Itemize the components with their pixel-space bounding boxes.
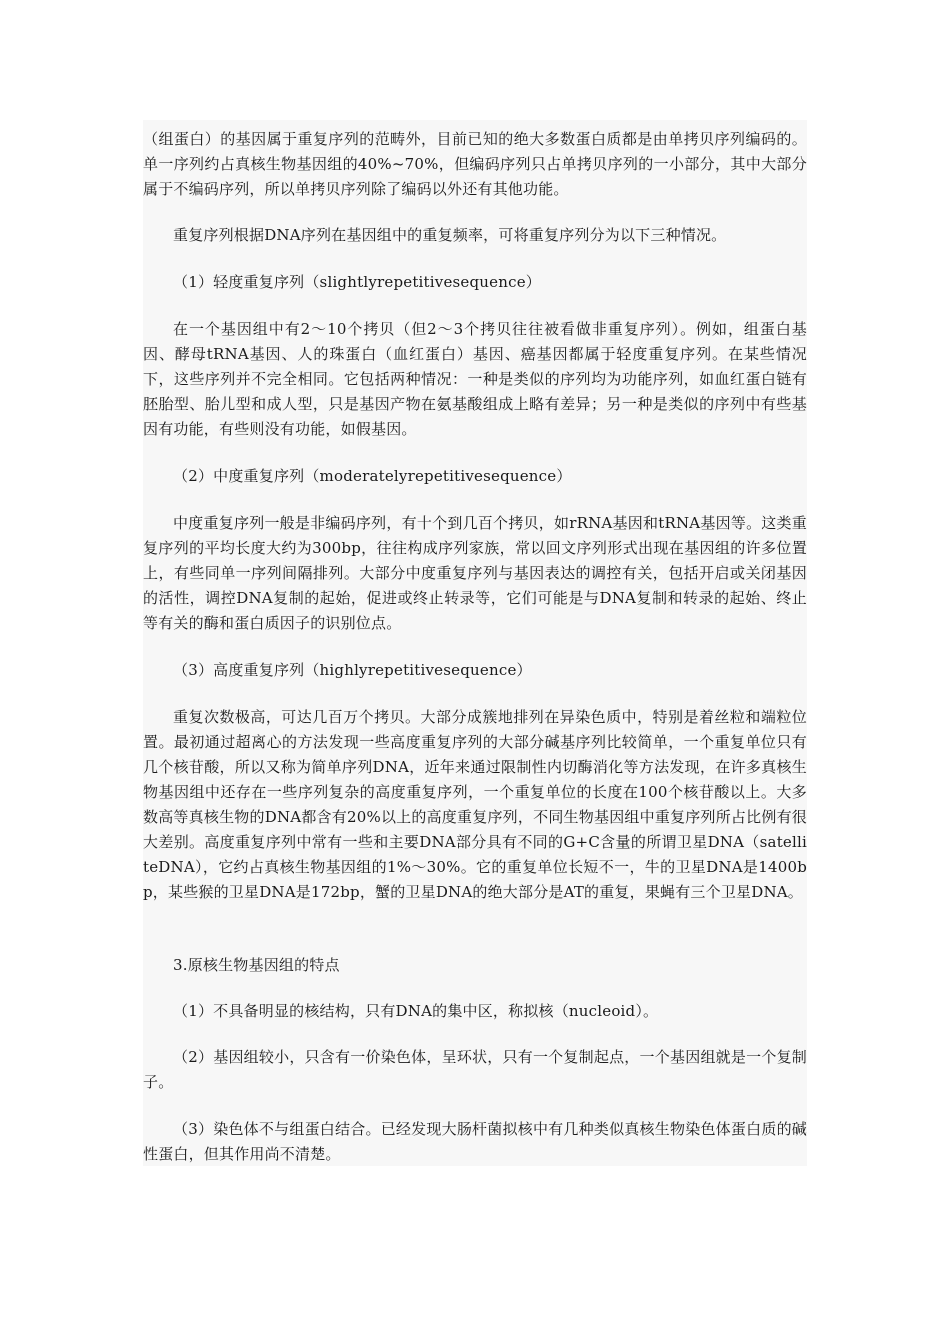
paragraph-single-copy: （组蛋白）的基因属于重复序列的范畴外，目前已知的绝大多数蛋白质都是由单拷贝序列编码的。单一序列约占真核生物基因组的40%~70%，但编码序列只占单拷贝序列的一小部分，其中大部分属于不编码序列，所以单拷贝序列除了编码以外还有其他功能。 (143, 130, 807, 198)
heading-slightly-repetitive: （1）轻度重复序列（slightlyrepetitivesequence） (173, 273, 541, 291)
paragraph-prokaryote-1: （1）不具备明显的核结构，只有DNA的集中区，称拟核（nucleoid）。 (173, 1002, 659, 1020)
heading-prokaryote-features: 3.原核生物基因组的特点 (173, 956, 340, 974)
paragraph-moderately-repetitive: 中度重复序列一般是非编码序列，有十个到几百个拷贝，如rRNA基因和tRNA基因等。这类重复序列的平均长度大约为300bp，往往构成序列家族，常以回文序列形式出现在基因组的许多位置上，有些同单一序列间隔排列。大部分中度重复序列与基因表达的调控有关，包括开启或关闭基因的活性，调控DNA复制的起始，促进或终止转录等，它们可能是与DNA复制和转录的起始、终止等有关的酶和蛋白质因子的识别位点。 (143, 514, 807, 632)
paragraph-highly-repetitive: 重复次数极高，可达几百万个拷贝。大部分成簇地排列在异染色质中，特别是着丝粒和端粒位置。最初通过超离心的方法发现一些高度重复序列的大部分碱基序列比较简单，一个重复单位只有几个核苷酸，所以又称为简单序列DNA，近年来通过限制性内切酶消化等方法发现，在许多真核生物基因组中还存在一些序列复杂的高度重复序列，一个重复单位的长度在100个核苷酸以上。大多数高等真核生物的DNA都含有20%以上的高度重复序列，不同生物基因组中重复序列所占比例有很大差别。高度重复序列中常有一些和主要DNA部分具有不同的G+C含量的所谓卫星DNA（satelliteDNA），它约占真核生物基因组的1%～30%。它的重复单位长短不一，牛的卫星DNA是1400bp，某些猴的卫星DNA是172bp，蟹的卫星DNA的绝大部分是AT的重复，果蝇有三个卫星DNA。 (143, 708, 807, 901)
heading-highly-repetitive: （3）高度重复序列（highlyrepetitivesequence） (173, 661, 532, 679)
paragraph-slightly-repetitive: 在一个基因组中有2～10个拷贝（但2～3个拷贝往往被看做非重复序列）。例如，组蛋白基因、酵母tRNA基因、人的珠蛋白（血红蛋白）基因、癌基因都属于轻度重复序列。在某些情况下，这些序列并不完全相同。它包括两种情况：一种是类似的序列均为功能序列，如血红蛋白链有胚胎型、胎儿型和成人型，只是基因产物在氨基酸组成上略有差异；另一种是类似的序列中有些基因有功能，有些则没有功能，如假基因。 (143, 320, 807, 438)
paragraph-prokaryote-3: （3）染色体不与组蛋白结合。已经发现大肠杆菌拟核中有几种类似真核生物染色体蛋白质的碱性蛋白，但其作用尚不清楚。 (143, 1120, 807, 1163)
heading-moderately-repetitive: （2）中度重复序列（moderatelyrepetitivesequence） (173, 467, 572, 485)
paragraph-prokaryote-2: （2）基因组较小，只含有一价染色体，呈环状，只有一个复制起点，一个基因组就是一个复制子。 (143, 1048, 807, 1091)
paragraph-repeat-intro: 重复序列根据DNA序列在基因组中的重复频率，可将重复序列分为以下三种情况。 (173, 226, 727, 244)
